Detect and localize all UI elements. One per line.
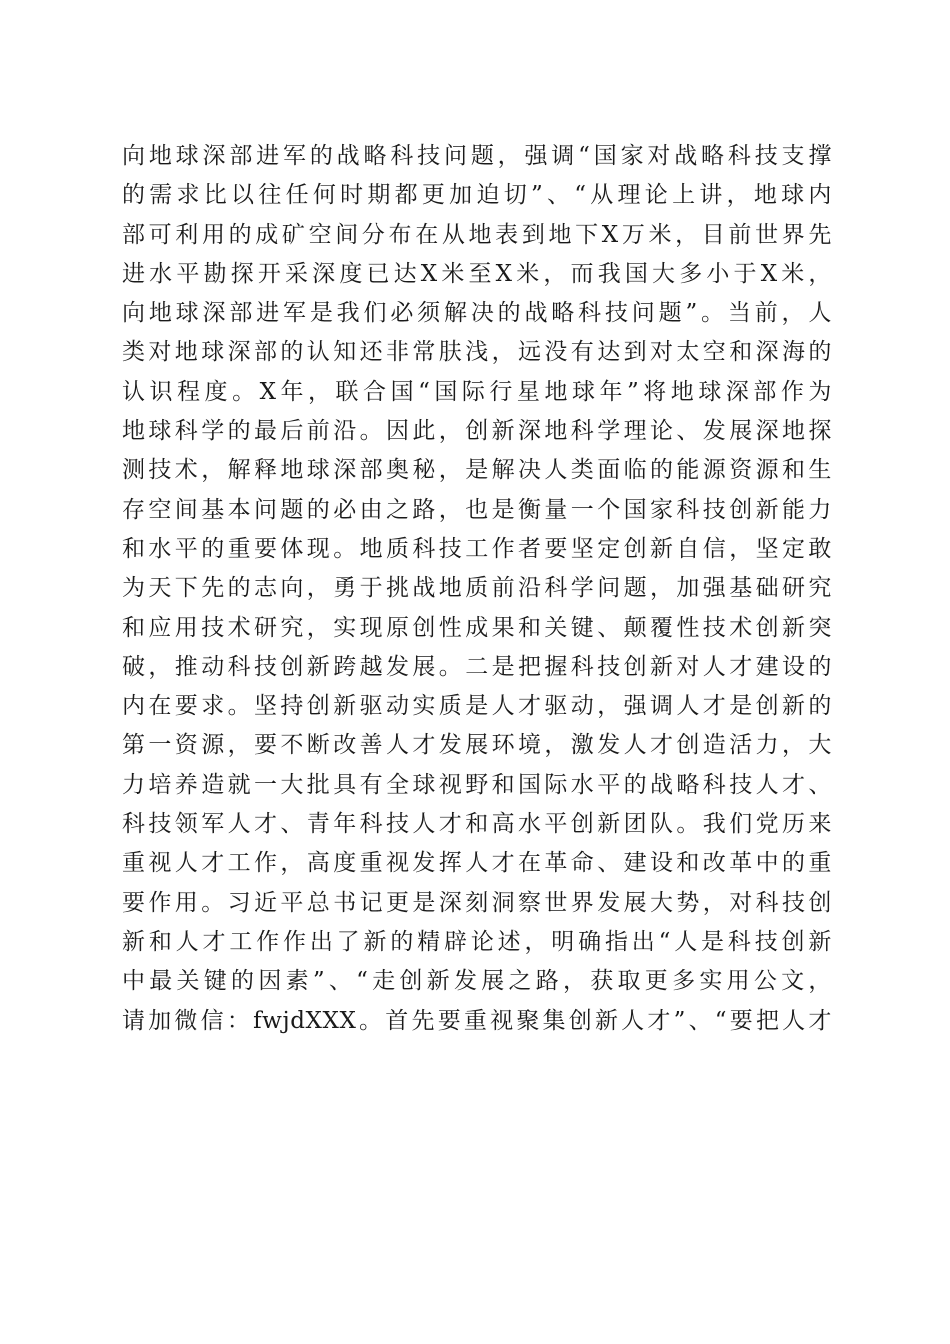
text-line: 向地球深部进军是我们必须解决的战略科技问题”。当前，人 xyxy=(122,300,832,327)
text-line: 和应用技术研究，实现原创性成果和关键、颠覆性技术创新突 xyxy=(122,614,832,641)
text-line: 和水平的重要体现。地质科技工作者要坚定创新自信，坚定敢 xyxy=(122,535,832,562)
text-line: 中最关键的因素”、“走创新发展之路，获取更多实用公文， xyxy=(122,968,832,995)
text-line: 向地球深部进军的战略科技问题，强调“国家对战略科技支撑 xyxy=(122,143,832,169)
text-line: 认识程度。X年，联合国“国际行星地球年”将地球深部作为 xyxy=(122,378,832,405)
text-line: 地球科学的最后前沿。因此，创新深地科学理论、发展深地探 xyxy=(122,418,832,445)
text-line: 内在要求。坚持创新驱动实质是人才驱动，强调人才是创新的 xyxy=(122,693,832,720)
body-text xyxy=(122,137,832,1041)
text-line: 的需求比以往任何时期都更加迫切”、“从理论上讲，地球内 xyxy=(122,182,832,209)
text-line: 为天下先的志向，勇于挑战地质前沿科学问题，加强基础研究 xyxy=(122,575,832,602)
text-line: 力培养造就一大批具有全球视野和国际水平的战略科技人才、 xyxy=(122,771,832,798)
text-line: 科技领军人才、青年科技人才和高水平创新团队。我们党历来 xyxy=(122,811,832,838)
text-line: 破，推动科技创新跨越发展。二是把握科技创新对人才建设的 xyxy=(122,653,832,680)
text-line: 新和人才工作作出了新的精辟论述，明确指出“人是科技创新 xyxy=(122,928,832,955)
text-line: 要作用。习近平总书记更是深刻洞察世界发展大势，对科技创 xyxy=(122,889,832,916)
text-line: 类对地球深部的认知还非常肤浅，远没有达到对太空和深海的 xyxy=(122,339,832,366)
text-line: 部可利用的成矿空间分布在从地表到地下X万米，目前世界先 xyxy=(122,221,832,248)
text-line: 第一资源，要不断改善人才发展环境，激发人才创造活力，大 xyxy=(122,732,832,759)
text-line: 进水平勘探开采深度已达X米至X米，而我国大多小于X米， xyxy=(122,260,832,287)
text-line: 请加微信：fwjdXXX。首先要重视聚集创新人才”、“要把人才 xyxy=(122,1007,832,1034)
text-line: 重视人才工作，高度重视发挥人才在革命、建设和改革中的重 xyxy=(122,850,832,877)
text-line: 测技术，解释地球深部奥秘，是解决人类面临的能源资源和生 xyxy=(122,457,832,484)
text-line: 存空间基本问题的必由之路，也是衡量一个国家科技创新能力 xyxy=(122,496,832,523)
